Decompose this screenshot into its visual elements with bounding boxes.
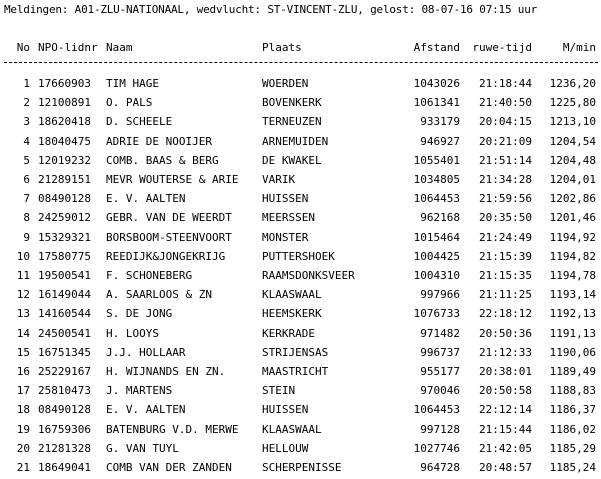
cell-afstand: 946927 — [420, 134, 460, 148]
table-row — [0, 402, 601, 421]
cell-afstand: 1061341 — [413, 96, 460, 110]
column-header-row — [0, 40, 601, 59]
cell-afstand: 996737 — [420, 345, 460, 359]
cell-afstand: 971482 — [420, 326, 460, 340]
cell-no: 20 — [16, 441, 30, 455]
cell-afstand: 1064453 — [413, 192, 460, 206]
cell-lidnr: 17580775 — [38, 249, 91, 263]
cell-ruwe-tijd: 20:38:01 — [479, 365, 532, 378]
cell-plaats: KLAASWAAL — [262, 422, 322, 436]
cell-ruwe-tijd: 20:21:09 — [479, 134, 532, 148]
cell-ruwe-tijd: 21:59:56 — [479, 192, 532, 206]
cell-mmin: 1193,14 — [549, 288, 596, 302]
cell-afstand: 1064453 — [413, 403, 460, 417]
cell-mmin: 1213,10 — [549, 115, 596, 129]
col-afstand: Afstand — [413, 41, 460, 54]
cell-mmin: 1186,02 — [549, 422, 596, 436]
cell-naam: E. V. AALTEN — [106, 192, 186, 206]
cell-naam: J.J. HOLLAAR — [106, 345, 186, 359]
cell-ruwe-tijd: 22:12:14 — [479, 403, 532, 417]
cell-afstand: 1076733 — [413, 307, 460, 321]
cell-naam: GEBR. VAN DE WEERDT — [106, 211, 232, 225]
cell-no: 15 — [16, 345, 30, 359]
cell-plaats: HUISSEN — [262, 403, 309, 417]
cell-naam: D. SCHEELE — [106, 115, 173, 129]
cell-plaats: BOVENKERK — [262, 96, 322, 110]
table-row — [0, 230, 601, 249]
table-row — [0, 306, 601, 325]
cell-ruwe-tijd: 21:18:44 — [479, 77, 532, 90]
cell-plaats: MEERSSEN — [262, 211, 315, 225]
table-row — [0, 114, 601, 133]
cell-no: 17 — [16, 384, 30, 398]
table-row — [0, 460, 601, 479]
cell-plaats: STEIN — [262, 384, 296, 398]
cell-lidnr: 14160544 — [38, 307, 91, 321]
cell-naam: H. WIJNANDS EN ZN. — [106, 365, 226, 378]
col-mmin: M/min — [562, 41, 596, 54]
cell-afstand: 955177 — [420, 365, 460, 378]
table-row — [0, 172, 601, 191]
cell-mmin: 1236,20 — [549, 77, 596, 90]
cell-lidnr: 15329321 — [38, 230, 91, 244]
table-row — [0, 153, 601, 172]
cell-ruwe-tijd: 20:04:15 — [479, 115, 532, 129]
cell-naam: BORSBOOM-STEENVOORT — [106, 230, 232, 244]
table-row — [0, 210, 601, 229]
cell-no: 4 — [23, 134, 30, 148]
cell-afstand: 970046 — [420, 384, 460, 398]
cell-naam: A. SAARLOOS & ZN — [106, 288, 212, 302]
cell-naam: MEVR WOUTERSE & ARIE — [106, 173, 239, 186]
cell-ruwe-tijd: 21:51:14 — [479, 153, 532, 167]
table-row — [0, 326, 601, 345]
cell-afstand: 997128 — [420, 422, 460, 436]
cell-lidnr: 18649041 — [38, 461, 91, 474]
cell-lidnr: 16149044 — [38, 288, 91, 302]
cell-ruwe-tijd: 21:15:44 — [479, 422, 532, 436]
cell-afstand: 1034805 — [413, 173, 460, 186]
cell-lidnr: 25229167 — [38, 365, 91, 378]
cell-afstand: 962168 — [420, 211, 460, 225]
cell-mmin: 1190,06 — [549, 345, 596, 359]
cell-plaats: KERKRADE — [262, 326, 315, 340]
table-row — [0, 134, 601, 153]
table-row — [0, 422, 601, 441]
cell-plaats: TERNEUZEN — [262, 115, 322, 129]
table-row — [0, 191, 601, 210]
cell-no: 16 — [16, 365, 30, 378]
cell-mmin: 1194,82 — [549, 249, 596, 263]
cell-afstand: 1004425 — [413, 249, 460, 263]
cell-no: 9 — [23, 230, 30, 244]
table-row — [0, 268, 601, 287]
cell-no: 2 — [23, 96, 30, 110]
cell-lidnr: 18620418 — [38, 115, 91, 129]
cell-naam: E. V. AALTEN — [106, 403, 186, 417]
cell-afstand: 1004310 — [413, 269, 460, 282]
race-header: Meldingen: A01-ZLU-NATIONAAL, wedvlucht: ST-VINCENT-ZLU, gelost: 08-07-16 07:15 uur — [4, 3, 538, 16]
cell-ruwe-tijd: 21:42:05 — [479, 441, 532, 455]
cell-plaats: HEEMSKERK — [262, 307, 322, 321]
cell-plaats: DE KWAKEL — [262, 153, 322, 167]
table-row — [0, 287, 601, 306]
cell-no: 18 — [16, 403, 30, 417]
cell-mmin: 1194,92 — [549, 230, 596, 244]
cell-ruwe-tijd: 21:11:25 — [479, 288, 532, 302]
cell-no: 3 — [23, 115, 30, 129]
cell-lidnr: 12019232 — [38, 153, 91, 167]
cell-afstand: 997966 — [420, 288, 460, 302]
cell-no: 12 — [16, 288, 30, 302]
cell-no: 5 — [23, 153, 30, 167]
cell-lidnr: 19500541 — [38, 269, 91, 282]
cell-plaats: STRIJENSAS — [262, 345, 329, 359]
cell-plaats: HELLOUW — [262, 441, 309, 455]
cell-lidnr: 18040475 — [38, 134, 91, 148]
cell-ruwe-tijd: 21:34:28 — [479, 173, 532, 186]
cell-plaats: PUTTERSHOEK — [262, 249, 335, 263]
cell-ruwe-tijd: 21:12:33 — [479, 345, 532, 359]
cell-mmin: 1189,49 — [549, 365, 596, 378]
cell-lidnr: 21281328 — [38, 441, 91, 455]
cell-ruwe-tijd: 20:35:50 — [479, 211, 532, 225]
cell-no: 10 — [16, 249, 30, 263]
cell-mmin: 1191,13 — [549, 326, 596, 340]
col-ruwe-tijd: ruwe-tijd — [472, 41, 532, 54]
cell-plaats: MONSTER — [262, 230, 309, 244]
table-row — [0, 364, 601, 383]
cell-ruwe-tijd: 21:15:39 — [479, 249, 532, 263]
cell-plaats: HUISSEN — [262, 192, 309, 206]
cell-mmin: 1204,54 — [549, 134, 596, 148]
col-naam: Naam — [106, 41, 133, 54]
cell-plaats: MAASTRICHT — [262, 365, 329, 378]
cell-mmin: 1188,83 — [549, 384, 596, 398]
table-row — [0, 383, 601, 402]
cell-plaats: WOERDEN — [262, 77, 309, 90]
cell-no: 13 — [16, 307, 30, 321]
cell-naam: F. SCHONEBERG — [106, 269, 193, 282]
cell-naam: H. LOOYS — [106, 326, 159, 340]
table-row — [0, 76, 601, 95]
cell-afstand: 1027746 — [413, 441, 460, 455]
cell-naam: COMB VAN DER ZANDEN — [106, 461, 232, 474]
cell-no: 19 — [16, 422, 30, 436]
cell-mmin: 1225,80 — [549, 96, 596, 110]
cell-lidnr: 16751345 — [38, 345, 91, 359]
cell-ruwe-tijd: 21:24:49 — [479, 230, 532, 244]
cell-afstand: 964728 — [420, 461, 460, 474]
cell-lidnr: 08490128 — [38, 192, 91, 206]
cell-afstand: 1043026 — [413, 77, 460, 90]
cell-plaats: ARNEMUIDEN — [262, 134, 329, 148]
cell-lidnr: 17660903 — [38, 77, 91, 90]
table-row — [0, 95, 601, 114]
cell-no: 7 — [23, 192, 30, 206]
cell-naam: G. VAN TUYL — [106, 441, 179, 455]
cell-naam: J. MARTENS — [106, 384, 173, 398]
cell-no: 14 — [16, 326, 30, 340]
cell-afstand: 1055401 — [413, 153, 460, 167]
cell-mmin: 1185,29 — [549, 441, 596, 455]
cell-lidnr: 24259012 — [38, 211, 91, 225]
cell-plaats: SCHERPENISSE — [262, 461, 342, 474]
cell-lidnr: 21289151 — [38, 173, 91, 186]
cell-mmin: 1185,24 — [549, 461, 596, 474]
cell-naam: ADRIE DE NOOIJER — [106, 134, 212, 148]
cell-plaats: KLAASWAAL — [262, 288, 322, 302]
cell-naam: O. PALS — [106, 96, 153, 110]
col-no: No — [16, 41, 30, 54]
cell-ruwe-tijd: 20:50:36 — [479, 326, 532, 340]
cell-no: 21 — [16, 461, 30, 474]
cell-lidnr: 24500541 — [38, 326, 91, 340]
cell-naam: BATENBURG V.D. MERWE — [106, 422, 239, 436]
cell-no: 6 — [23, 173, 30, 186]
cell-ruwe-tijd: 20:50:58 — [479, 384, 532, 398]
header-divider — [4, 62, 598, 63]
table-row — [0, 441, 601, 460]
cell-naam: S. DE JONG — [106, 307, 173, 321]
cell-no: 11 — [16, 269, 30, 282]
cell-naam: COMB. BAAS & BERG — [106, 153, 219, 167]
cell-mmin: 1202,86 — [549, 192, 596, 206]
cell-mmin: 1204,48 — [549, 153, 596, 167]
col-plaats: Plaats — [262, 41, 302, 54]
cell-lidnr: 12100891 — [38, 96, 91, 110]
cell-mmin: 1194,78 — [549, 269, 596, 282]
cell-lidnr: 16759306 — [38, 422, 91, 436]
col-lidnr: NPO-lidnr — [38, 41, 98, 54]
cell-ruwe-tijd: 20:48:57 — [479, 461, 532, 474]
cell-plaats: VARIK — [262, 173, 296, 186]
cell-mmin: 1204,01 — [549, 173, 596, 186]
cell-plaats: RAAMSDONKSVEER — [262, 269, 355, 282]
cell-afstand: 1015464 — [413, 230, 460, 244]
cell-naam: REEDIJK&JONGEKRIJG — [106, 249, 226, 263]
cell-mmin: 1201,46 — [549, 211, 596, 225]
cell-no: 8 — [23, 211, 30, 225]
cell-lidnr: 08490128 — [38, 403, 91, 417]
table-row — [0, 345, 601, 364]
cell-ruwe-tijd: 21:40:50 — [479, 96, 532, 110]
cell-ruwe-tijd: 22:18:12 — [479, 307, 532, 321]
cell-mmin: 1192,13 — [549, 307, 596, 321]
cell-lidnr: 25810473 — [38, 384, 91, 398]
cell-afstand: 933179 — [420, 115, 460, 129]
cell-mmin: 1186,37 — [549, 403, 596, 417]
cell-naam: TIM HAGE — [106, 77, 159, 90]
cell-ruwe-tijd: 21:15:35 — [479, 269, 532, 282]
table-row — [0, 249, 601, 268]
cell-no: 1 — [23, 77, 30, 90]
